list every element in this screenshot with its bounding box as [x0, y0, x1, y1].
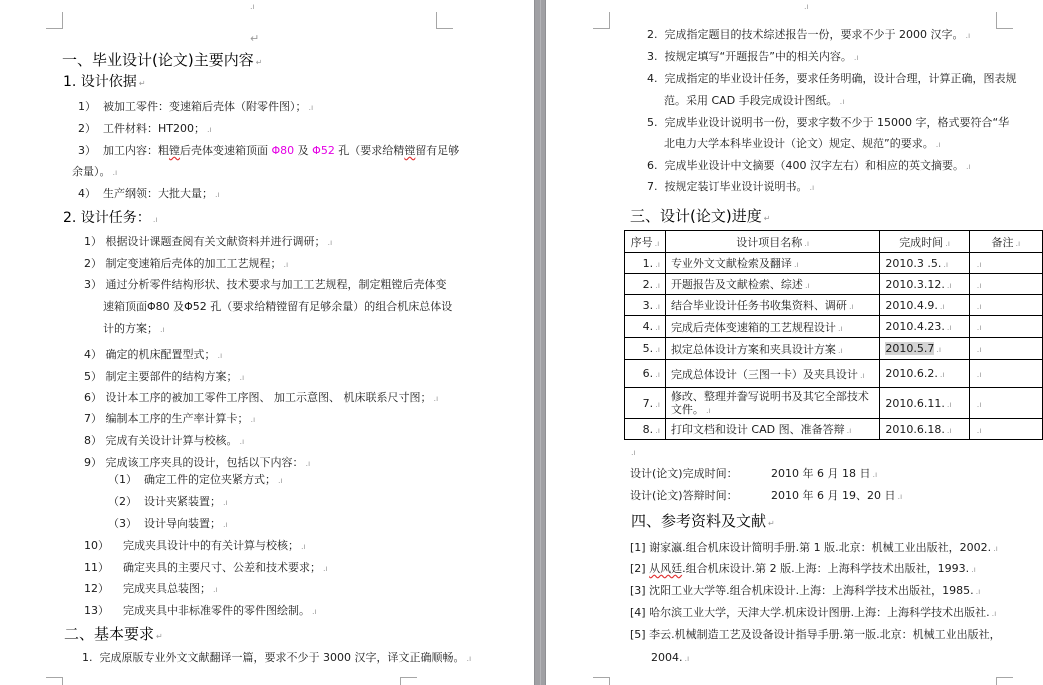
table-cell[interactable]: .ı	[969, 388, 1042, 419]
table-cell[interactable]: 专业外文文献检索及翻译 .ı	[665, 253, 879, 274]
list-item[interactable]: 6. 完成毕业设计中文摘要（400 汉字左右）和相应的英文摘要。 .ı	[647, 159, 971, 172]
margin-corner-mark	[593, 12, 610, 29]
list-item-continuation[interactable]: 范。采用 CAD 手段完成设计图纸。 .ı	[664, 94, 845, 107]
table-row	[625, 388, 1043, 419]
table-cell[interactable]: 2010.6.2. .ı	[880, 360, 969, 388]
column-header-number: 序号 .ı	[625, 231, 666, 253]
completion-time-line[interactable]: 设计(论文)完成时间： 2010 年 6 月 18 日 .ı	[630, 467, 878, 480]
list-item[interactable]: 7） 编制本工序的生产率计算卡； .ı	[84, 412, 256, 425]
column-header-completion-time: 完成时间 .ı	[880, 231, 969, 253]
table-cell[interactable]: 修改、整理并誊写说明书及其它全部技术文件。 .ı	[665, 388, 879, 419]
column-header-item-name: 设计项目名称 .ı	[665, 231, 879, 253]
table-cell[interactable]: 完成后壳体变速箱的工艺规程设计 .ı	[665, 316, 879, 338]
margin-corner-mark	[436, 12, 453, 29]
progress-table	[624, 230, 1043, 440]
table-cell[interactable]: 8. .ı	[625, 419, 666, 440]
section-heading-basic-requirements[interactable]: 二、基本要求 ↵	[64, 625, 163, 643]
table-cell[interactable]: 打印文档和设计 CAD 图、准备答辩 .ı	[665, 419, 879, 440]
table-cell[interactable]: 2010.4.9. .ı	[880, 295, 969, 316]
section-heading-main-content[interactable]: 一、毕业设计(论文)主要内容 ↵	[62, 51, 263, 69]
table-cell[interactable]: 2010.3.12. .ı	[880, 274, 969, 295]
table-cell[interactable]: 拟定总体设计方案和夹具设计方案 .ı	[665, 338, 879, 360]
list-item[interactable]: 4. 完成指定的毕业设计任务，要求任务明确，设计合理，计算正确，图表规	[647, 72, 1017, 85]
table-cell[interactable]: 5. .ı	[625, 338, 666, 360]
table-cell[interactable]: .ı	[969, 419, 1042, 440]
margin-corner-mark	[593, 677, 610, 685]
table-cell[interactable]: 7. .ı	[625, 388, 666, 419]
text-selection: 2010.5.7	[885, 342, 935, 355]
table-cell[interactable]: .ı	[969, 360, 1042, 388]
table-cell[interactable]: 完成总体设计（三图一卡）及夹具设计 .ı	[665, 360, 879, 388]
spellcheck-underline: 从风廷	[649, 562, 683, 575]
list-item-continuation[interactable]: 北电力大学本科毕业设计（论文）规定、规范”的要求。 .ı	[664, 137, 941, 150]
reference-item[interactable]: [3] 沈阳工业大学等.组合机床设计.上海：上海科学技术出版社，1985. .ı	[630, 584, 981, 597]
reference-item[interactable]: [1] 谢家瀛.组合机床设计简明手册.第 1 版.北京：机械工业出版社，2002. .ı	[630, 541, 998, 554]
table-cell[interactable]: 2010.6.18. .ı	[880, 419, 969, 440]
paragraph-mark: .ı	[250, 2, 255, 11]
list-item[interactable]: 12） 完成夹具总装图； .ı	[84, 582, 218, 595]
margin-corner-mark	[400, 677, 417, 685]
subheading-design-tasks[interactable]: 2. 设计任务： .ı	[63, 210, 158, 226]
table-cell[interactable]: 3. .ı	[625, 295, 666, 316]
paragraph-mark: .ı	[631, 448, 636, 457]
sub-list-item[interactable]: （3） 设计导向装置； .ı	[108, 517, 228, 530]
list-item-continuation[interactable]: 速箱顶面Φ80 及Φ52 孔（要求给精镗留有足够余量）的组合机床总体设	[103, 300, 453, 313]
list-item[interactable]: 5. 完成毕业设计说明书一份，要求字数不少于 15000 字，格式要符合“华	[647, 116, 1010, 129]
table-cell[interactable]: 开题报告及文献检索、综述 .ı	[665, 274, 879, 295]
table-cell[interactable]: .ı	[969, 253, 1042, 274]
table-row	[625, 338, 1043, 360]
table-cell[interactable]: .ı	[969, 295, 1042, 316]
subheading-design-basis[interactable]: 1. 设计依据 ↵	[63, 74, 146, 90]
page-gutter	[534, 0, 546, 685]
list-item[interactable]: 1） 根据设计课题查阅有关文献资料并进行调研； .ı	[84, 235, 333, 248]
table-cell[interactable]: 2010.3 .5. .ı	[880, 253, 969, 274]
reference-item-continuation[interactable]: 2004. .ı	[651, 651, 690, 664]
table-cell[interactable]: 2. .ı	[625, 274, 666, 295]
list-item[interactable]: 13） 完成夹具中非标准零件的零件图绘制。 .ı	[84, 604, 317, 617]
list-item[interactable]: 10） 完成夹具设计中的有关计算与校核； .ı	[84, 539, 306, 552]
list-item[interactable]: 1） 被加工零件：变速箱后壳体（附零件图）； .ı	[78, 100, 314, 113]
list-item[interactable]: 6） 设计本工序的被加工零件工序图、 加工示意图、 机床联系尺寸图； .ı	[84, 391, 439, 404]
reference-item[interactable]: [2] 从风廷.组合机床设计.第 2 版.上海：上海科学技术出版社，1993. .ı	[630, 562, 976, 575]
list-item[interactable]: 8） 完成有关设计计算与校核。 .ı	[84, 434, 245, 447]
table-row	[625, 295, 1043, 316]
paragraph-mark: ↵	[250, 32, 260, 45]
sub-list-item[interactable]: （1） 确定工件的定位夹紧方式； .ı	[108, 473, 283, 486]
margin-corner-mark	[46, 677, 63, 685]
list-item[interactable]: 7. 按规定装订毕业设计说明书。 .ı	[647, 180, 815, 193]
list-item[interactable]: 4） 确定的机床配置型式； .ı	[84, 348, 223, 361]
list-item[interactable]: 3. 按规定填写“开题报告”中的相关内容。 .ı	[647, 50, 859, 63]
list-item[interactable]: 11） 确定夹具的主要尺寸、公差和技术要求； .ı	[84, 561, 328, 574]
table-cell[interactable]: 4. .ı	[625, 316, 666, 338]
section-heading-references[interactable]: 四、参考资料及文献 ↵	[631, 512, 775, 530]
list-item[interactable]: 2） 制定变速箱后壳体的加工工艺规程； .ı	[84, 257, 289, 270]
spellcheck-underline: 镗	[169, 144, 180, 157]
table-cell[interactable]: .ı	[969, 316, 1042, 338]
table-cell[interactable]: 1. .ı	[625, 253, 666, 274]
list-item[interactable]: 4） 生产纲领：大批大量； .ı	[78, 187, 220, 200]
reference-item[interactable]: [5] 李云.机械制造工艺及设备设计指导手册.第一版.北京：机械工业出版社，	[630, 628, 1001, 641]
margin-corner-mark	[46, 12, 63, 29]
table-row	[625, 274, 1043, 295]
margin-corner-mark	[996, 677, 1013, 685]
list-item[interactable]: 1. 完成原版专业外文文献翻译一篇，要求不少于 3000 汉字，译文正确顺畅。 .ı	[82, 651, 472, 664]
list-item-continuation[interactable]: 计的方案； .ı	[103, 322, 165, 335]
list-item[interactable]: 2. 完成指定题目的技术综述报告一份，要求不少于 2000 汉字。 .ı	[647, 28, 971, 41]
table-cell[interactable]: 2010.6.11. .ı	[880, 388, 969, 419]
column-header-notes: 备注 .ı	[969, 231, 1042, 253]
list-item-continuation[interactable]: 余量）。 .ı	[72, 165, 118, 178]
table-cell-selected[interactable]: 2010.5.7 .ı	[880, 338, 969, 360]
table-row	[625, 419, 1043, 440]
margin-corner-mark	[996, 12, 1013, 29]
section-heading-progress[interactable]: 三、设计(论文)进度 ↵	[630, 207, 771, 225]
spellcheck-underline: 镗	[404, 144, 416, 157]
table-cell[interactable]: 结合毕业设计任务书收集资料、调研 .ı	[665, 295, 879, 316]
list-item[interactable]: 3） 加工内容：粗镗后壳体变速箱顶面 Φ80 及 Φ52 孔（要求给精镗留有足够	[78, 144, 460, 157]
reference-item[interactable]: [4] 哈尔滨工业大学，天津大学.机床设计图册.上海：上海科学技术出版社. .ı	[630, 606, 997, 619]
list-item[interactable]: 5） 制定主要部件的结构方案； .ı	[84, 370, 245, 383]
table-cell[interactable]: 6. .ı	[625, 360, 666, 388]
table-cell[interactable]: 2010.4.23. .ı	[880, 316, 969, 338]
table-cell[interactable]: .ı	[969, 338, 1042, 360]
paragraph-mark: .ı	[804, 2, 809, 11]
list-item[interactable]: 2） 工件材料：HT200； .ı	[78, 122, 212, 135]
table-row	[625, 316, 1043, 338]
table-header-row	[625, 231, 1043, 253]
table-row	[625, 360, 1043, 388]
table-cell[interactable]: .ı	[969, 274, 1042, 295]
list-item[interactable]: 9） 完成该工序夹具的设计，包括以下内容： .ı	[84, 456, 311, 469]
table-row	[625, 253, 1043, 274]
sub-list-item[interactable]: （2） 设计夹紧装置； .ı	[108, 495, 228, 508]
defense-time-line[interactable]: 设计(论文)答辩时间： 2010 年 6 月 19、20 日 .ı	[630, 489, 903, 502]
list-item[interactable]: 3） 通过分析零件结构形状、技术要求与加工工艺规程，制定粗镗后壳体变	[84, 278, 447, 291]
